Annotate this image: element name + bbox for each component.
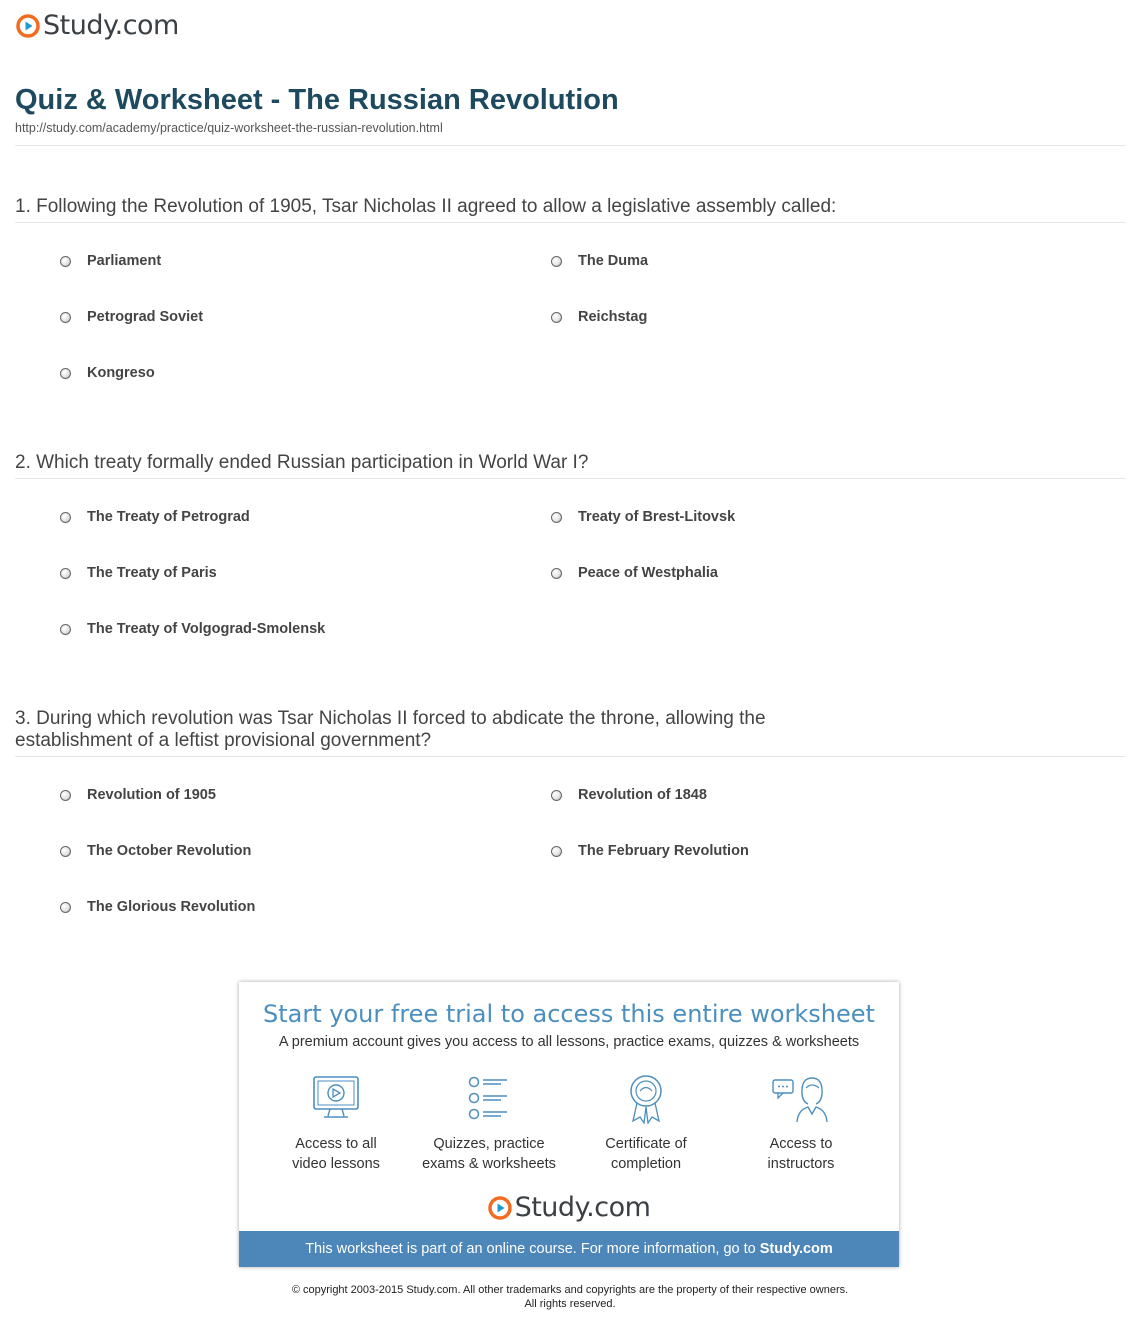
radio-button[interactable]: [551, 568, 562, 579]
radio-button[interactable]: [60, 568, 71, 579]
radio-button[interactable]: [60, 790, 71, 801]
radio-button[interactable]: [60, 368, 71, 379]
option-label: The Glorious Revolution: [87, 899, 256, 915]
option-item[interactable]: [551, 309, 647, 325]
radio-button[interactable]: [551, 512, 562, 523]
feature-label: Access to instructors: [767, 1136, 835, 1172]
option-label: Revolution of 1848: [578, 787, 707, 803]
question-1: [15, 196, 1125, 403]
option-label: The Treaty of Volgograd-Smolensk: [87, 621, 326, 637]
copyright-line: © copyright 2003-2015 Study.com. All other trademarks and copyrights are the property of their respective owners.: [291, 1284, 849, 1296]
rights-line: All rights reserved.: [524, 1298, 616, 1310]
logo-play-icon: [488, 1196, 512, 1220]
cta-subtitle: A premium account gives you access to all lessons, practice exams, quizzes & worksheets: [278, 1034, 860, 1050]
option-label: Revolution of 1905: [87, 787, 216, 803]
feature-quizzes: [414, 1074, 564, 1174]
option-label: Kongreso: [87, 365, 155, 381]
video-lesson-icon: [310, 1074, 362, 1124]
radio-button[interactable]: [60, 902, 71, 913]
option-label: The October Revolution: [87, 843, 252, 859]
radio-button[interactable]: [60, 312, 71, 323]
option-item[interactable]: [551, 843, 749, 859]
radio-button[interactable]: [551, 846, 562, 857]
cta-study-logo[interactable]: [239, 1192, 899, 1223]
radio-button[interactable]: [60, 256, 71, 267]
radio-button[interactable]: [551, 312, 562, 323]
radio-button[interactable]: [551, 256, 562, 267]
option-item[interactable]: [551, 787, 707, 803]
option-label: The Treaty of Paris: [87, 565, 217, 581]
option-label: The February Revolution: [578, 843, 749, 859]
options-list: [15, 757, 1125, 937]
option-item[interactable]: [60, 565, 217, 581]
logo-text: Study.com: [43, 10, 179, 41]
radio-button[interactable]: [60, 846, 71, 857]
question-text: 1. Following the Revolution of 1905, Tsar Nicholas II agreed to allow a legislative assembly called:: [15, 196, 1125, 223]
option-item[interactable]: [551, 253, 648, 269]
options-list: [15, 479, 1125, 659]
feature-instructors: [726, 1074, 876, 1174]
radio-button[interactable]: [60, 624, 71, 635]
banner-link[interactable]: Study.com: [759, 1241, 833, 1257]
instructor-icon: [770, 1074, 832, 1124]
option-label: Peace of Westphalia: [578, 565, 718, 581]
cta-title[interactable]: Start your free trial to access this entire worksheet: [263, 1000, 875, 1028]
feature-label: Access to all video lessons: [292, 1136, 380, 1172]
option-label: Parliament: [87, 253, 162, 269]
option-label: Reichstag: [578, 309, 648, 325]
page-url: http://study.com/academy/practice/quiz-worksheet-the-russian-revolution.html: [15, 121, 443, 135]
logo-text: Study.com: [514, 1192, 651, 1223]
feature-label: Quizzes, practice exams & worksheets: [422, 1136, 556, 1172]
banner-text: This worksheet is part of an online course. For more information, go to: [305, 1241, 760, 1257]
radio-button[interactable]: [60, 512, 71, 523]
question-text: [15, 708, 1125, 757]
page-title: Quiz & Worksheet - The Russian Revolution: [15, 84, 619, 116]
cta-banner: [239, 1231, 899, 1267]
feature-video-lessons: [261, 1074, 411, 1174]
logo-play-icon: [16, 14, 40, 38]
header-divider: [15, 145, 1125, 146]
option-label: The Duma: [578, 253, 649, 269]
option-item[interactable]: [551, 509, 735, 525]
option-item[interactable]: [60, 621, 325, 637]
option-item[interactable]: [60, 899, 255, 915]
radio-button[interactable]: [551, 790, 562, 801]
option-item[interactable]: [60, 843, 251, 859]
question-2: [15, 452, 1125, 659]
options-list: [15, 223, 1125, 403]
question-text-span: 3. During which revolution was Tsar Nicholas II forced to abdicate the throne, allowing the establishment of a leftist provisional government?: [15, 708, 766, 751]
option-item[interactable]: [60, 365, 155, 381]
option-item[interactable]: [60, 509, 250, 525]
feature-certificate: [571, 1074, 721, 1174]
option-item[interactable]: [60, 253, 161, 269]
question-3: [15, 708, 1125, 937]
certificate-icon: [620, 1074, 672, 1124]
option-label: Treaty of Brest-Litovsk: [578, 509, 736, 525]
option-label: Petrograd Soviet: [87, 309, 204, 325]
free-trial-panel: [239, 982, 899, 1267]
feature-label: Certificate of completion: [605, 1136, 687, 1172]
study-logo[interactable]: [16, 10, 179, 41]
copyright-footer: [0, 1283, 1140, 1311]
option-label: The Treaty of Petrograd: [87, 509, 250, 525]
option-item[interactable]: [60, 787, 216, 803]
question-text: 2. Which treaty formally ended Russian participation in World War I?: [15, 452, 1125, 479]
option-item[interactable]: [60, 309, 203, 325]
option-item[interactable]: [551, 565, 718, 581]
quiz-list-icon: [463, 1074, 515, 1124]
